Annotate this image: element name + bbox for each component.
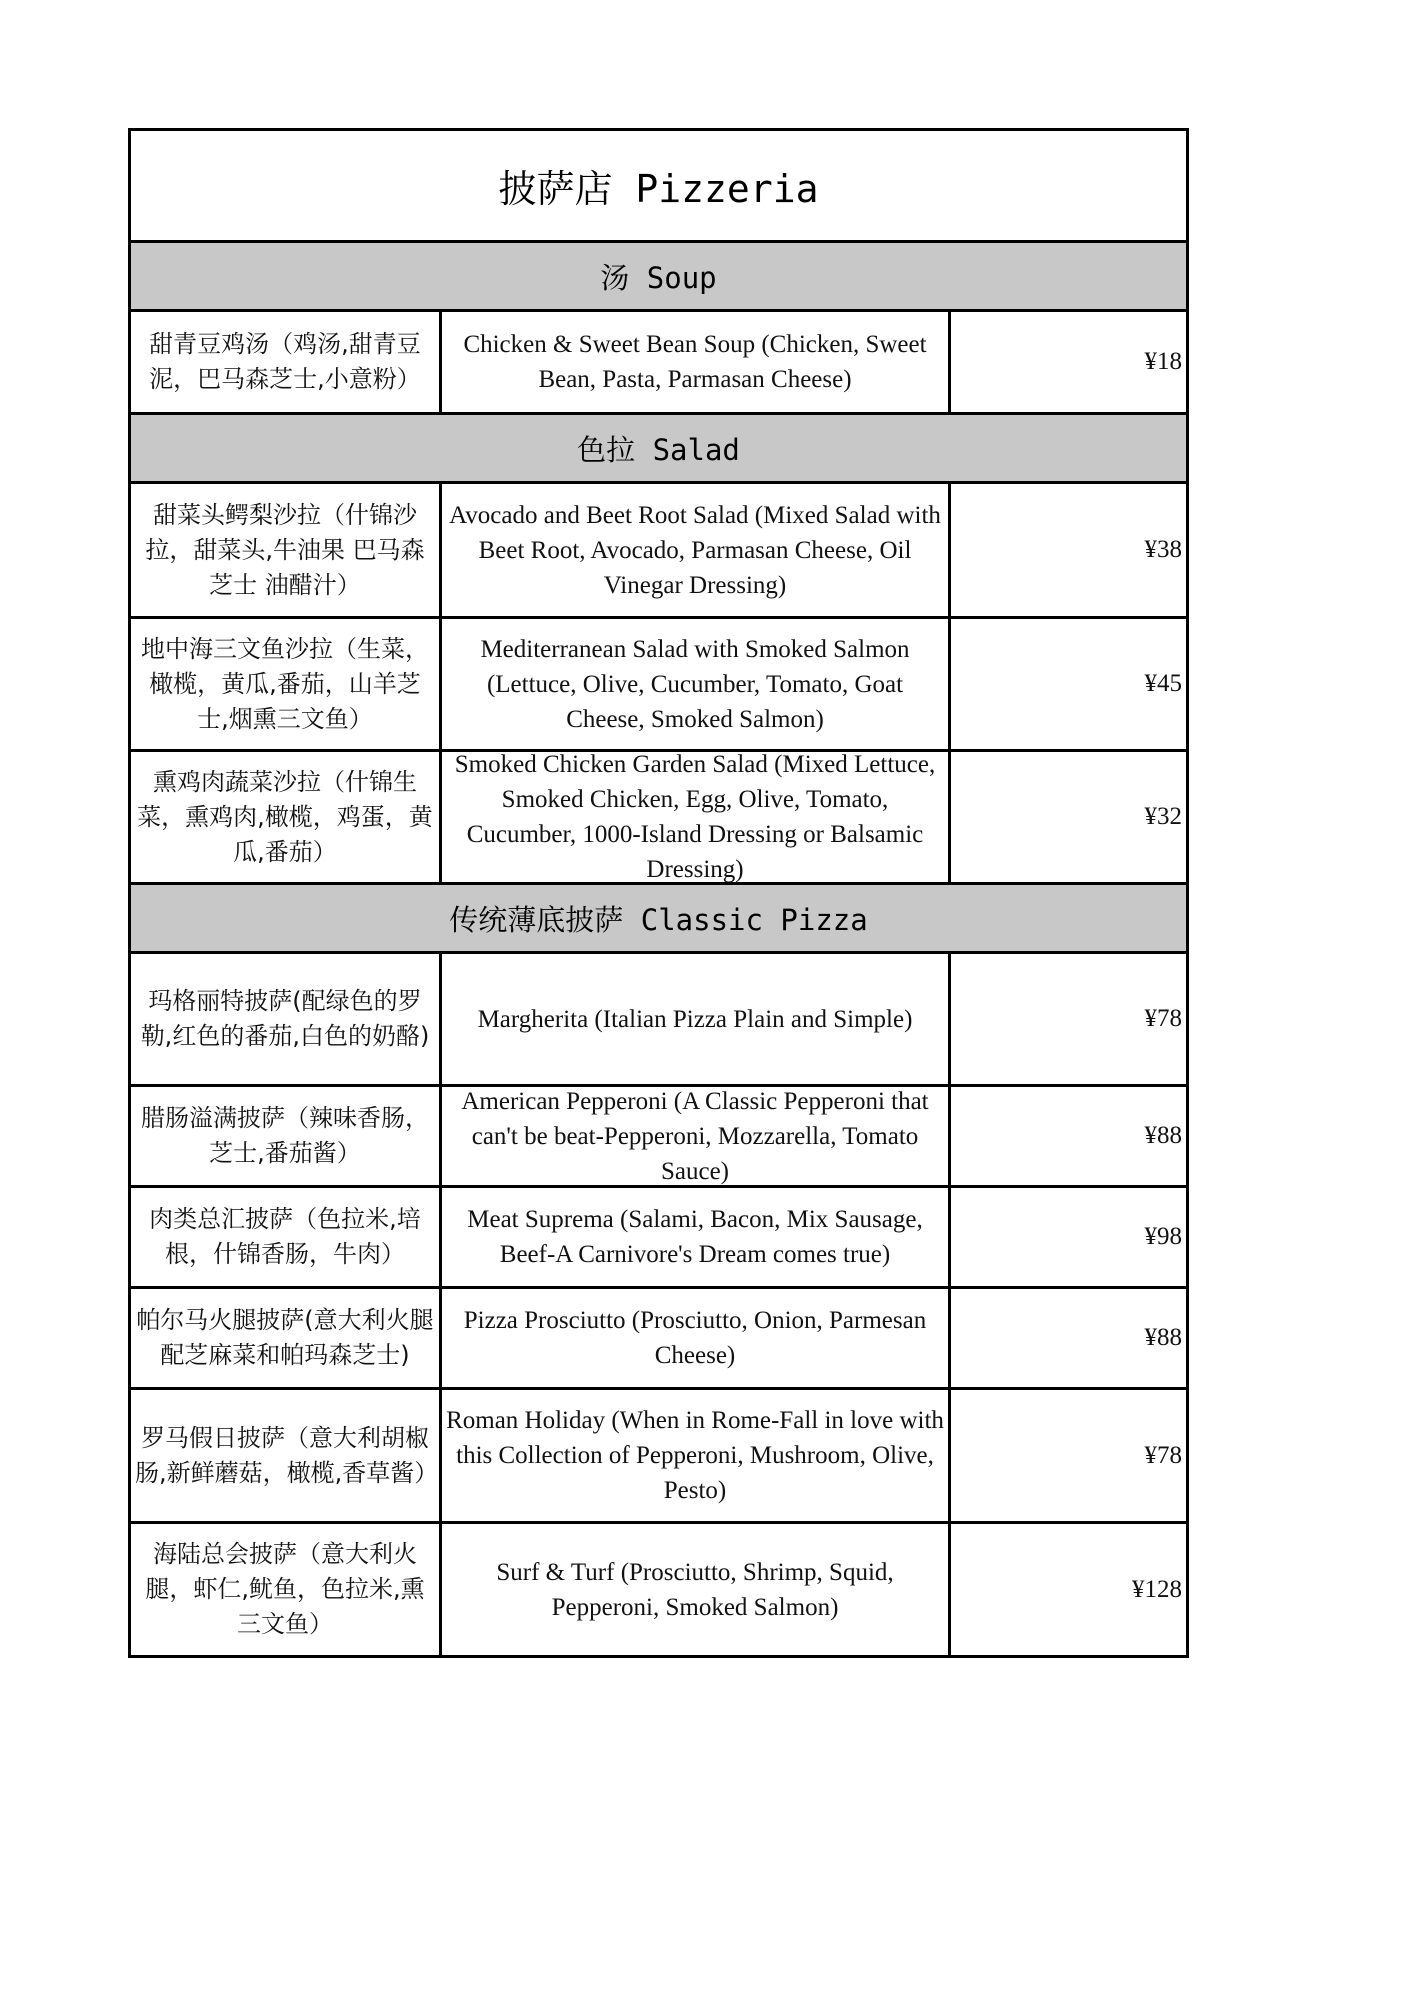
item-price: ¥78	[1144, 1005, 1182, 1032]
section-header-pizza: 传统薄底披萨 Classic Pizza	[131, 885, 1186, 954]
item-name-english: Mediterranean Salad with Smoked Salmon (Lettuce, Olive, Cucumber, Tomato, Goat Cheese, Smoked Salmon)	[442, 619, 951, 749]
item-price: ¥18	[1144, 348, 1182, 375]
item-price: ¥38	[1144, 536, 1182, 563]
item-name-english: Roman Holiday (When in Rome-Fall in love with this Collection of Pepperoni, Mushroom, Olive, Pesto)	[442, 1390, 951, 1521]
menu-title: 披萨店 Pizzeria	[131, 131, 1186, 243]
menu-item-row	[131, 752, 1186, 885]
item-price: ¥32	[1144, 803, 1182, 830]
item-name-chinese: 甜菜头鳄梨沙拉（什锦沙拉，甜菜头,牛油果 巴马森芝士 油醋汁）	[131, 484, 442, 616]
item-name-chinese: 罗马假日披萨（意大利胡椒肠,新鲜蘑菇，橄榄,香草酱）	[131, 1390, 442, 1521]
menu-table	[128, 128, 1189, 1658]
item-name-english: Chicken & Sweet Bean Soup (Chicken, Sweet Bean, Pasta, Parmasan Cheese)	[442, 312, 951, 412]
section-header-salad: 色拉 Salad	[131, 415, 1186, 484]
item-name-chinese: 地中海三文鱼沙拉（生菜，橄榄，黄瓜,番茄，山羊芝士,烟熏三文鱼）	[131, 619, 442, 749]
item-name-chinese: 玛格丽特披萨(配绿色的罗勒,红色的番茄,白色的奶酪)	[131, 954, 442, 1084]
item-name-chinese: 熏鸡肉蔬菜沙拉（什锦生菜，熏鸡肉,橄榄，鸡蛋，黄瓜,番茄）	[131, 752, 442, 882]
menu-item-row	[131, 1289, 1186, 1390]
item-name-chinese: 甜青豆鸡汤（鸡汤,甜青豆泥，巴马森芝士,小意粉）	[131, 312, 442, 412]
item-name-english: American Pepperoni (A Classic Pepperoni that can't be beat-Pepperoni, Mozzarella, Tomato Sauce)	[442, 1087, 951, 1185]
menu-item-row	[131, 484, 1186, 619]
item-price: ¥78	[1144, 1441, 1182, 1469]
menu-item-row	[131, 1087, 1186, 1188]
item-name-english: Smoked Chicken Garden Salad (Mixed Lettuce, Smoked Chicken, Egg, Olive, Tomato, Cucumber, 1000-Island Dressing or Balsamic Dressing)	[442, 752, 951, 882]
section-header-soup: 汤 Soup	[131, 243, 1186, 312]
item-price: ¥88	[1144, 1324, 1182, 1351]
item-price: ¥45	[1144, 670, 1182, 697]
item-name-english: Surf & Turf (Prosciutto, Shrimp, Squid, Pepperoni, Smoked Salmon)	[442, 1524, 951, 1655]
item-name-english: Avocado and Beet Root Salad (Mixed Salad with Beet Root, Avocado, Parmasan Cheese, Oil Vinegar Dressing)	[442, 484, 951, 616]
menu-item-row	[131, 1188, 1186, 1289]
item-name-chinese: 帕尔马火腿披萨(意大利火腿配芝麻菜和帕玛森芝士)	[131, 1289, 442, 1387]
menu-item-row	[131, 954, 1186, 1087]
item-price: ¥128	[1132, 1575, 1182, 1603]
item-name-chinese: 海陆总会披萨（意大利火腿，虾仁,鱿鱼，色拉米,熏三文鱼）	[131, 1524, 442, 1655]
menu-item-row	[131, 1390, 1186, 1524]
item-name-english: Margherita (Italian Pizza Plain and Simple)	[442, 954, 951, 1084]
item-name-english: Pizza Prosciutto (Prosciutto, Onion, Parmesan Cheese)	[442, 1289, 951, 1387]
item-name-chinese: 肉类总汇披萨（色拉米,培根，什锦香肠，牛肉）	[131, 1188, 442, 1286]
item-name-chinese: 腊肠溢满披萨（辣味香肠，芝士,番茄酱）	[131, 1087, 442, 1185]
item-name-english: Meat Suprema (Salami, Bacon, Mix Sausage, Beef-A Carnivore's Dream comes true)	[442, 1188, 951, 1286]
menu-item-row	[131, 312, 1186, 415]
item-price: ¥88	[1144, 1122, 1182, 1149]
item-price: ¥98	[1144, 1223, 1182, 1250]
menu-item-row	[131, 1524, 1186, 1655]
menu-item-row	[131, 619, 1186, 752]
